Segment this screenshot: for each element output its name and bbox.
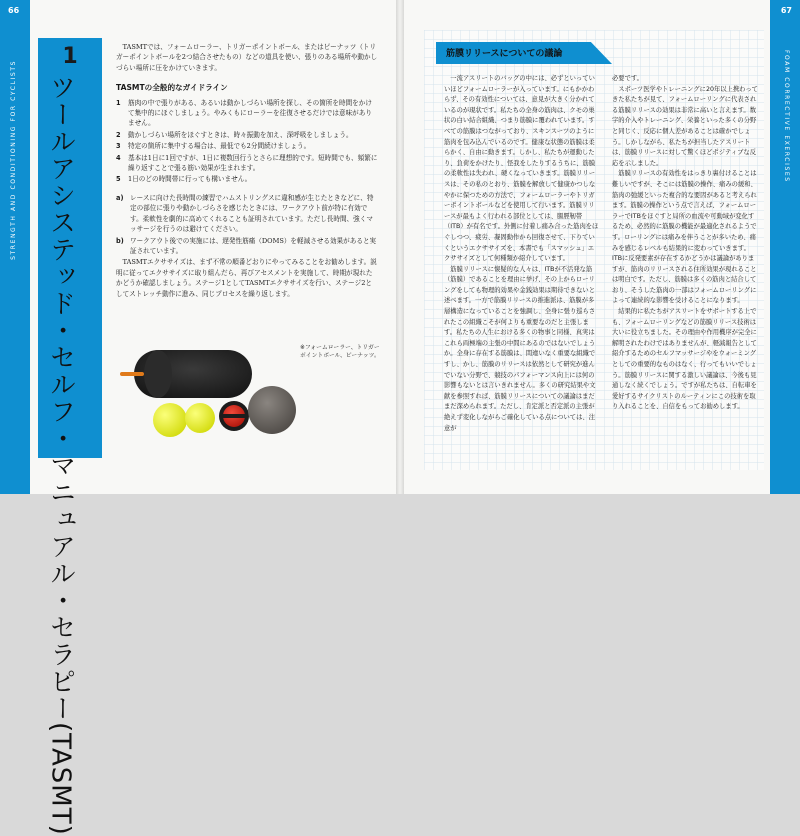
right-column-1 <box>444 74 600 434</box>
list-item: 2 動かしづらい場所をほぐすときは、時々振動を加え、深呼吸をしましょう。 <box>116 130 353 139</box>
chapter-title: ツールアシステッド・セルフ・マニュアル・セラピー(TASMT) <box>45 74 76 836</box>
chapter-number: 1 <box>62 44 78 69</box>
chapter-title-box <box>38 38 102 836</box>
paragraph: スポーツ医学やトレーニングに20年以上携わってきた私たちが見て、フォームローリングに代表される筋膜リリースの効果は非常に高いと言えます。数字的介入やトレーニング、栄養といった多くの分野と同じく、反応に個人差があることは確かでしょう。しかしながら、私たちが担当したアスリートは、筋膜リリースに対して驚くほどポジティブな反応を示しました。 <box>612 85 758 167</box>
intro-paragraph: TASMTでは、フォームローラー、トリガーポイントボール、またはピーナッツ（トリガーポイントボールを2つ結合させたもの）などの道具を使い、張りのある場所や動かしづらい場所に圧をかけていきます。 <box>116 43 378 72</box>
paragraph: 結果的に私たちがアスリートをサポートする上でも、フォームローリングなどの筋膜リリース技術は大いに役立ちました。その理由や作用機序が完全に解明されたわけではありませんが、軽減報告として紹介するためのセルフマッサージやをウォーミングとしての重要的なものはなく、行ってもいいでしょう。筋膜リリースに関する激しい議論は、今後も見通しなく続くでしょう。ですが私たちは、自転車を愛好するサイクリストのルーティンにこの技術を取り入れることを、自信をもってお勧めします。 <box>612 308 757 411</box>
right-running-title: FOAM CORRECTIVE EXERCISES <box>783 50 790 183</box>
left-running-title: STRENGTH AND CONDITIONING FOR CYCLISTS <box>10 60 17 260</box>
trigger-ball-yellow-2 <box>185 403 215 433</box>
trigger-ball-gray <box>248 386 296 434</box>
paragraph: 筋膜リリースの有効性をはっきり裏付けることは難しいですが、そこには筋膜の操作、痛みの緩和、筋肉の弛緩といった複合的な要因があると考えられます。筋膜の操作という点で言えば、フォームローラーでITBをほぐすと局所の血流や可動域が変化するため、必然的に筋膜の機能が最適化されるようです。ローリングには痛みを伴うことが多いため、痛みを感じるレベルも結果的に変わっていきます。ITBに反発要素が存在するかどうかは議論がありますが、筋肉のリリースされる住所効果が現れることは明白です。ただし、筋膜は多くの筋肉と結合しており、そうした筋肉の一部はフォームローリングによって連続的な影響を受けることになります。 <box>612 170 757 305</box>
paragraph: 必要です。 <box>612 75 643 82</box>
paragraph: 一流アスリートのバッグの中には、必ずといっていいほどフォームローラーが入っています。にもかかわらず、その有効性については、意見が大きく分かれているのが現状です。私たちの全身の筋肉は、クモの巣状の白い結合組織、つまり筋膜に覆われています。すべての筋膜はつながっており、スキンスーツのように筋肉を包み込んでいるのです。健康な状態の筋膜は柔らかく、自由に動きます。しかし、私たちが運動したり、負荷をかけたり、怪我をしたりするうちに、筋膜の柔軟性は失われ、硬くなっていきます。筋膜リリースは、その私のとおり、筋膜を解放して健康かつしなやかに保つための方法で、フォームローラーやトリガーポイントボールなどを使用して行います。筋膜リリースが最もよく行われる部位としては、腸脛靭帯（ITB）が有名です。外側に付着し痛み合った筋肉をほぐしつつ、疲労、凝固動作から回復させて、下りていくというエクササイズを、本書でも「スマッシュ」エクササイズとして何種類か紹介しています。 <box>444 75 599 263</box>
list-item: 1 筋肉の中で張りがある、あるいは動かしづらい場所を探し、その箇所を時間をかけて集中的にほぐしましょう。やみくもにローラーを往復させるだけでは意味がありません。 <box>116 98 372 128</box>
photo-caption: ※フォームローラー、トリガーポイントボール、ピーナッツ。 <box>300 345 380 360</box>
list-item: 5 1日のどの時間帯に行っても構いません。 <box>116 175 252 184</box>
gutter <box>396 0 404 494</box>
equipment-photo <box>112 330 326 450</box>
list-item: a) レースに向けた長時間の練習でハムストリングスに違和感が生じたときなどに、特定の部位に張りや動かしづらさを感じたときには、ワークアウト前が特に有効です。柔軟性を劇的に高めてくれることも証明されています。ただし長時間、強くマッサージを行うのは避けてください。 <box>116 193 374 234</box>
page-number-right: 67 <box>780 6 792 15</box>
right-column-2 <box>612 74 758 413</box>
guidelines-heading: TASMTの全般的なガイドライン <box>116 83 228 93</box>
guidelines-list <box>116 98 378 185</box>
foam-roller <box>120 350 252 398</box>
page-number-left: 66 <box>8 6 20 15</box>
section-heading: 筋膜リリースについての議論 <box>446 49 563 59</box>
exercise-paragraph: TASMTエクササイズは、まず不常の順番どおりにやってみることをお勧めします。説明に従ってエクササイズに取り組んだら、再びアセスメントを実施して、時期が現れたかどうか確認しましょう。ステージ1としてTASMTエクササイズを行い、ステージ2としてストレッチ動作に進み、同じプロセスを繰り返します。 <box>116 258 377 298</box>
paragraph: 筋膜リリースに懐疑的な人々は、ITBが不活発な筋（筋膜）であることを理由に挙げ、その上からローリングをしても物理的効果や金銭効果は期待できないと述べます。一方で筋膜リリースの推進派は、筋膜が多層構造になっていることを強調し、全身に張り巡らされたこの組織こそが何よりも重要なのだと主張します。私たちの人生における多くの物事と同様、真実はこれら両極端の主張の中間にあるのではないでしょうか。全身に存在する筋膜は、間違いなく重要な組織ですし、かし、筋膜のリリースは依然として研究が進んでいない分野で、競技のパフォーマンス向上には何の影響もないとは言いきれません。多くの研究結果や文献を参照すれば、筋膜リリースについての議論はまだまだ深められます。ただし、肯定派と否定派の主張が絶えず変化しながらご確化している点については、注意が <box>444 265 596 432</box>
peanut-ball <box>219 401 249 431</box>
list-item: 3 特定の箇所に集中する場合は、最低でも2分間続けましょう。 <box>116 142 311 151</box>
left-text-column <box>116 42 378 299</box>
list-item: 4 基本は1日に1回ですが、1日に複数回行うとさらに理想的です。短時間でも、頻繁に繰り返すことで張る筋い効果が生まれます。 <box>116 153 378 173</box>
trigger-ball-yellow-1 <box>153 403 187 437</box>
notes-list <box>116 193 378 256</box>
list-item: b) ワークアウト後での実施には、遅発性筋痛（DOMS）を軽減させる効果があると実証されています。 <box>116 236 377 255</box>
